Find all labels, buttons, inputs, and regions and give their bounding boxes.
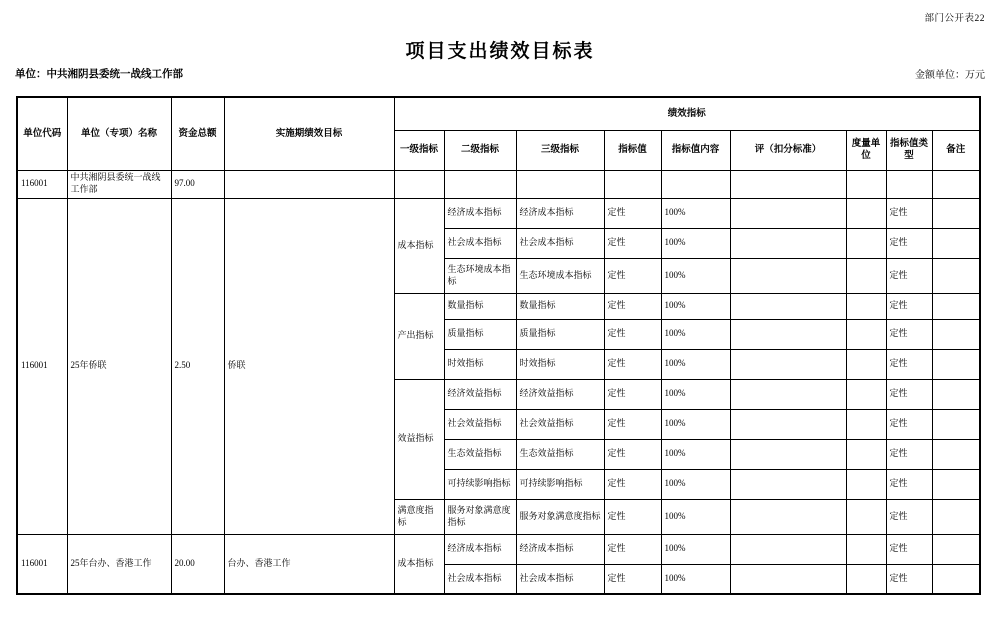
cell-fund-total: 97.00 [171,170,224,198]
cell-value-content: 100% [661,349,730,379]
cell-measure-unit [846,319,886,349]
cell-level1: 满意度指标 [394,499,444,534]
cell-level2: 服务对象满意度指标 [444,499,516,534]
col-header-note: 备注 [932,130,980,170]
cell-eval-standard [730,228,846,258]
cell-indicator-value: 定性 [604,349,661,379]
cell-value-content: 100% [661,258,730,293]
cell-level3: 可持续影响指标 [516,469,604,499]
cell-eval-standard [730,198,846,228]
cell-note [932,534,980,564]
cell-unit-name: 25年台办、香港工作 [67,534,171,594]
col-header-indicator-value: 指标值 [604,130,661,170]
cell-indicator-value: 定性 [604,564,661,594]
cell-unit-code: 116001 [17,198,67,534]
cell-note [932,379,980,409]
col-header-level1: 一级指标 [394,130,444,170]
cell-value-content: 100% [661,564,730,594]
cell-value-type: 定性 [886,198,932,228]
cell-indicator-value: 定性 [604,534,661,564]
cell-level3: 经济成本指标 [516,534,604,564]
cell-measure-unit [846,409,886,439]
cell-value-type: 定性 [886,564,932,594]
cell-note [932,293,980,319]
cell-level3: 社会成本指标 [516,564,604,594]
cell-indicator-value: 定性 [604,379,661,409]
cell-indicator-value: 定性 [604,439,661,469]
cell-level3 [516,170,604,198]
cell-level2: 生态环境成本指标 [444,258,516,293]
cell-level3: 质量指标 [516,319,604,349]
cell-measure-unit [846,170,886,198]
cell-level1 [394,170,444,198]
cell-value-content: 100% [661,228,730,258]
cell-indicator-value: 定性 [604,469,661,499]
cell-level3: 经济成本指标 [516,198,604,228]
cell-measure-unit [846,228,886,258]
cell-note [932,409,980,439]
cell-level2: 生态效益指标 [444,439,516,469]
cell-level2: 经济效益指标 [444,379,516,409]
cell-level1: 成本指标 [394,534,444,594]
cell-value-content: 100% [661,499,730,534]
meta-row [15,66,985,81]
cell-unit-code: 116001 [17,534,67,594]
cell-eval-standard [730,349,846,379]
cell-value-type: 定性 [886,258,932,293]
cell-value-type: 定性 [886,409,932,439]
cell-eval-standard [730,319,846,349]
cell-value-content: 100% [661,379,730,409]
cell-indicator-value: 定性 [604,409,661,439]
cell-value-content: 100% [661,534,730,564]
col-header-level2: 二级指标 [444,130,516,170]
cell-value-type: 定性 [886,534,932,564]
cell-eval-standard [730,469,846,499]
cell-level1: 成本指标 [394,198,444,293]
cell-unit-name: 25年侨联 [67,198,171,534]
cell-impl-target: 台办、香港工作 [224,534,394,594]
table-row [17,170,980,198]
cell-unit-code: 116001 [17,170,67,198]
col-header-value-type: 指标值类型 [886,130,932,170]
cell-indicator-value [604,170,661,198]
cell-value-type [886,170,932,198]
cell-indicator-value: 定性 [604,198,661,228]
cell-note [932,439,980,469]
cell-impl-target: 侨联 [224,198,394,534]
cell-value-type: 定性 [886,499,932,534]
col-header-value-content: 指标值内容 [661,130,730,170]
cell-value-content: 100% [661,198,730,228]
col-header-fund-total: 资金总额 [171,97,224,170]
cell-level3: 时效指标 [516,349,604,379]
amount-unit-label: 金额单位：万元 [915,70,985,81]
col-header-eval-standard: 评（扣分标准） [730,130,846,170]
corner-form-number: 部门公开表22 [924,14,985,24]
cell-level3: 数量指标 [516,293,604,319]
cell-indicator-value: 定性 [604,319,661,349]
table-row [17,534,980,564]
col-header-perf-group: 绩效指标 [394,97,980,130]
cell-level1: 产出指标 [394,293,444,379]
cell-level2: 质量指标 [444,319,516,349]
cell-note [932,228,980,258]
col-header-impl-target: 实施期绩效目标 [224,97,394,170]
col-header-level3: 三级指标 [516,130,604,170]
cell-value-content: 100% [661,409,730,439]
cell-level3: 社会成本指标 [516,228,604,258]
cell-note [932,349,980,379]
cell-level2: 社会效益指标 [444,409,516,439]
cell-level3: 服务对象满意度指标 [516,499,604,534]
cell-note [932,319,980,349]
cell-indicator-value: 定性 [604,499,661,534]
cell-level1: 效益指标 [394,379,444,499]
cell-value-type: 定性 [886,319,932,349]
cell-level3: 生态效益指标 [516,439,604,469]
cell-measure-unit [846,499,886,534]
cell-measure-unit [846,469,886,499]
cell-note [932,198,980,228]
cell-level2: 数量指标 [444,293,516,319]
cell-value-content: 100% [661,439,730,469]
cell-value-type: 定性 [886,439,932,469]
cell-impl-target [224,170,394,198]
cell-level3: 社会效益指标 [516,409,604,439]
cell-level2 [444,170,516,198]
table-row [17,198,980,228]
cell-level2: 可持续影响指标 [444,469,516,499]
unit-label: 单位：中共湘阴县委统一战线工作部 [15,69,183,80]
cell-eval-standard [730,564,846,594]
cell-value-type: 定性 [886,379,932,409]
cell-eval-standard [730,499,846,534]
cell-value-type: 定性 [886,469,932,499]
page-title: 项目支出绩效目标表 [405,41,595,62]
cell-indicator-value: 定性 [604,258,661,293]
cell-value-content: 100% [661,293,730,319]
col-header-unit-code: 单位代码 [17,97,67,170]
col-header-measure-unit: 度量单位 [846,130,886,170]
cell-eval-standard [730,439,846,469]
cell-measure-unit [846,198,886,228]
cell-measure-unit [846,439,886,469]
cell-note [932,258,980,293]
cell-eval-standard [730,293,846,319]
cell-eval-standard [730,258,846,293]
cell-value-type: 定性 [886,228,932,258]
cell-level2: 社会成本指标 [444,564,516,594]
cell-indicator-value: 定性 [604,228,661,258]
cell-eval-standard [730,170,846,198]
cell-fund-total: 2.50 [171,198,224,534]
cell-note [932,170,980,198]
cell-note [932,469,980,499]
cell-fund-total: 20.00 [171,534,224,594]
cell-level2: 经济成本指标 [444,198,516,228]
cell-note [932,564,980,594]
cell-measure-unit [846,293,886,319]
performance-target-table [16,96,981,595]
cell-value-type: 定性 [886,349,932,379]
cell-level2: 时效指标 [444,349,516,379]
cell-eval-standard [730,534,846,564]
cell-measure-unit [846,258,886,293]
cell-level3: 经济效益指标 [516,379,604,409]
cell-measure-unit [846,564,886,594]
cell-value-content: 100% [661,319,730,349]
cell-eval-standard [730,379,846,409]
cell-value-type: 定性 [886,293,932,319]
cell-level2: 经济成本指标 [444,534,516,564]
cell-measure-unit [846,379,886,409]
cell-level3: 生态环境成本指标 [516,258,604,293]
cell-measure-unit [846,349,886,379]
cell-note [932,499,980,534]
col-header-unit-name: 单位（专项）名称 [67,97,171,170]
cell-level2: 社会成本指标 [444,228,516,258]
cell-value-content: 100% [661,469,730,499]
cell-measure-unit [846,534,886,564]
cell-eval-standard [730,409,846,439]
cell-indicator-value: 定性 [604,293,661,319]
cell-value-content [661,170,730,198]
cell-unit-name: 中共湘阴县委统一战线工作部 [67,170,171,198]
